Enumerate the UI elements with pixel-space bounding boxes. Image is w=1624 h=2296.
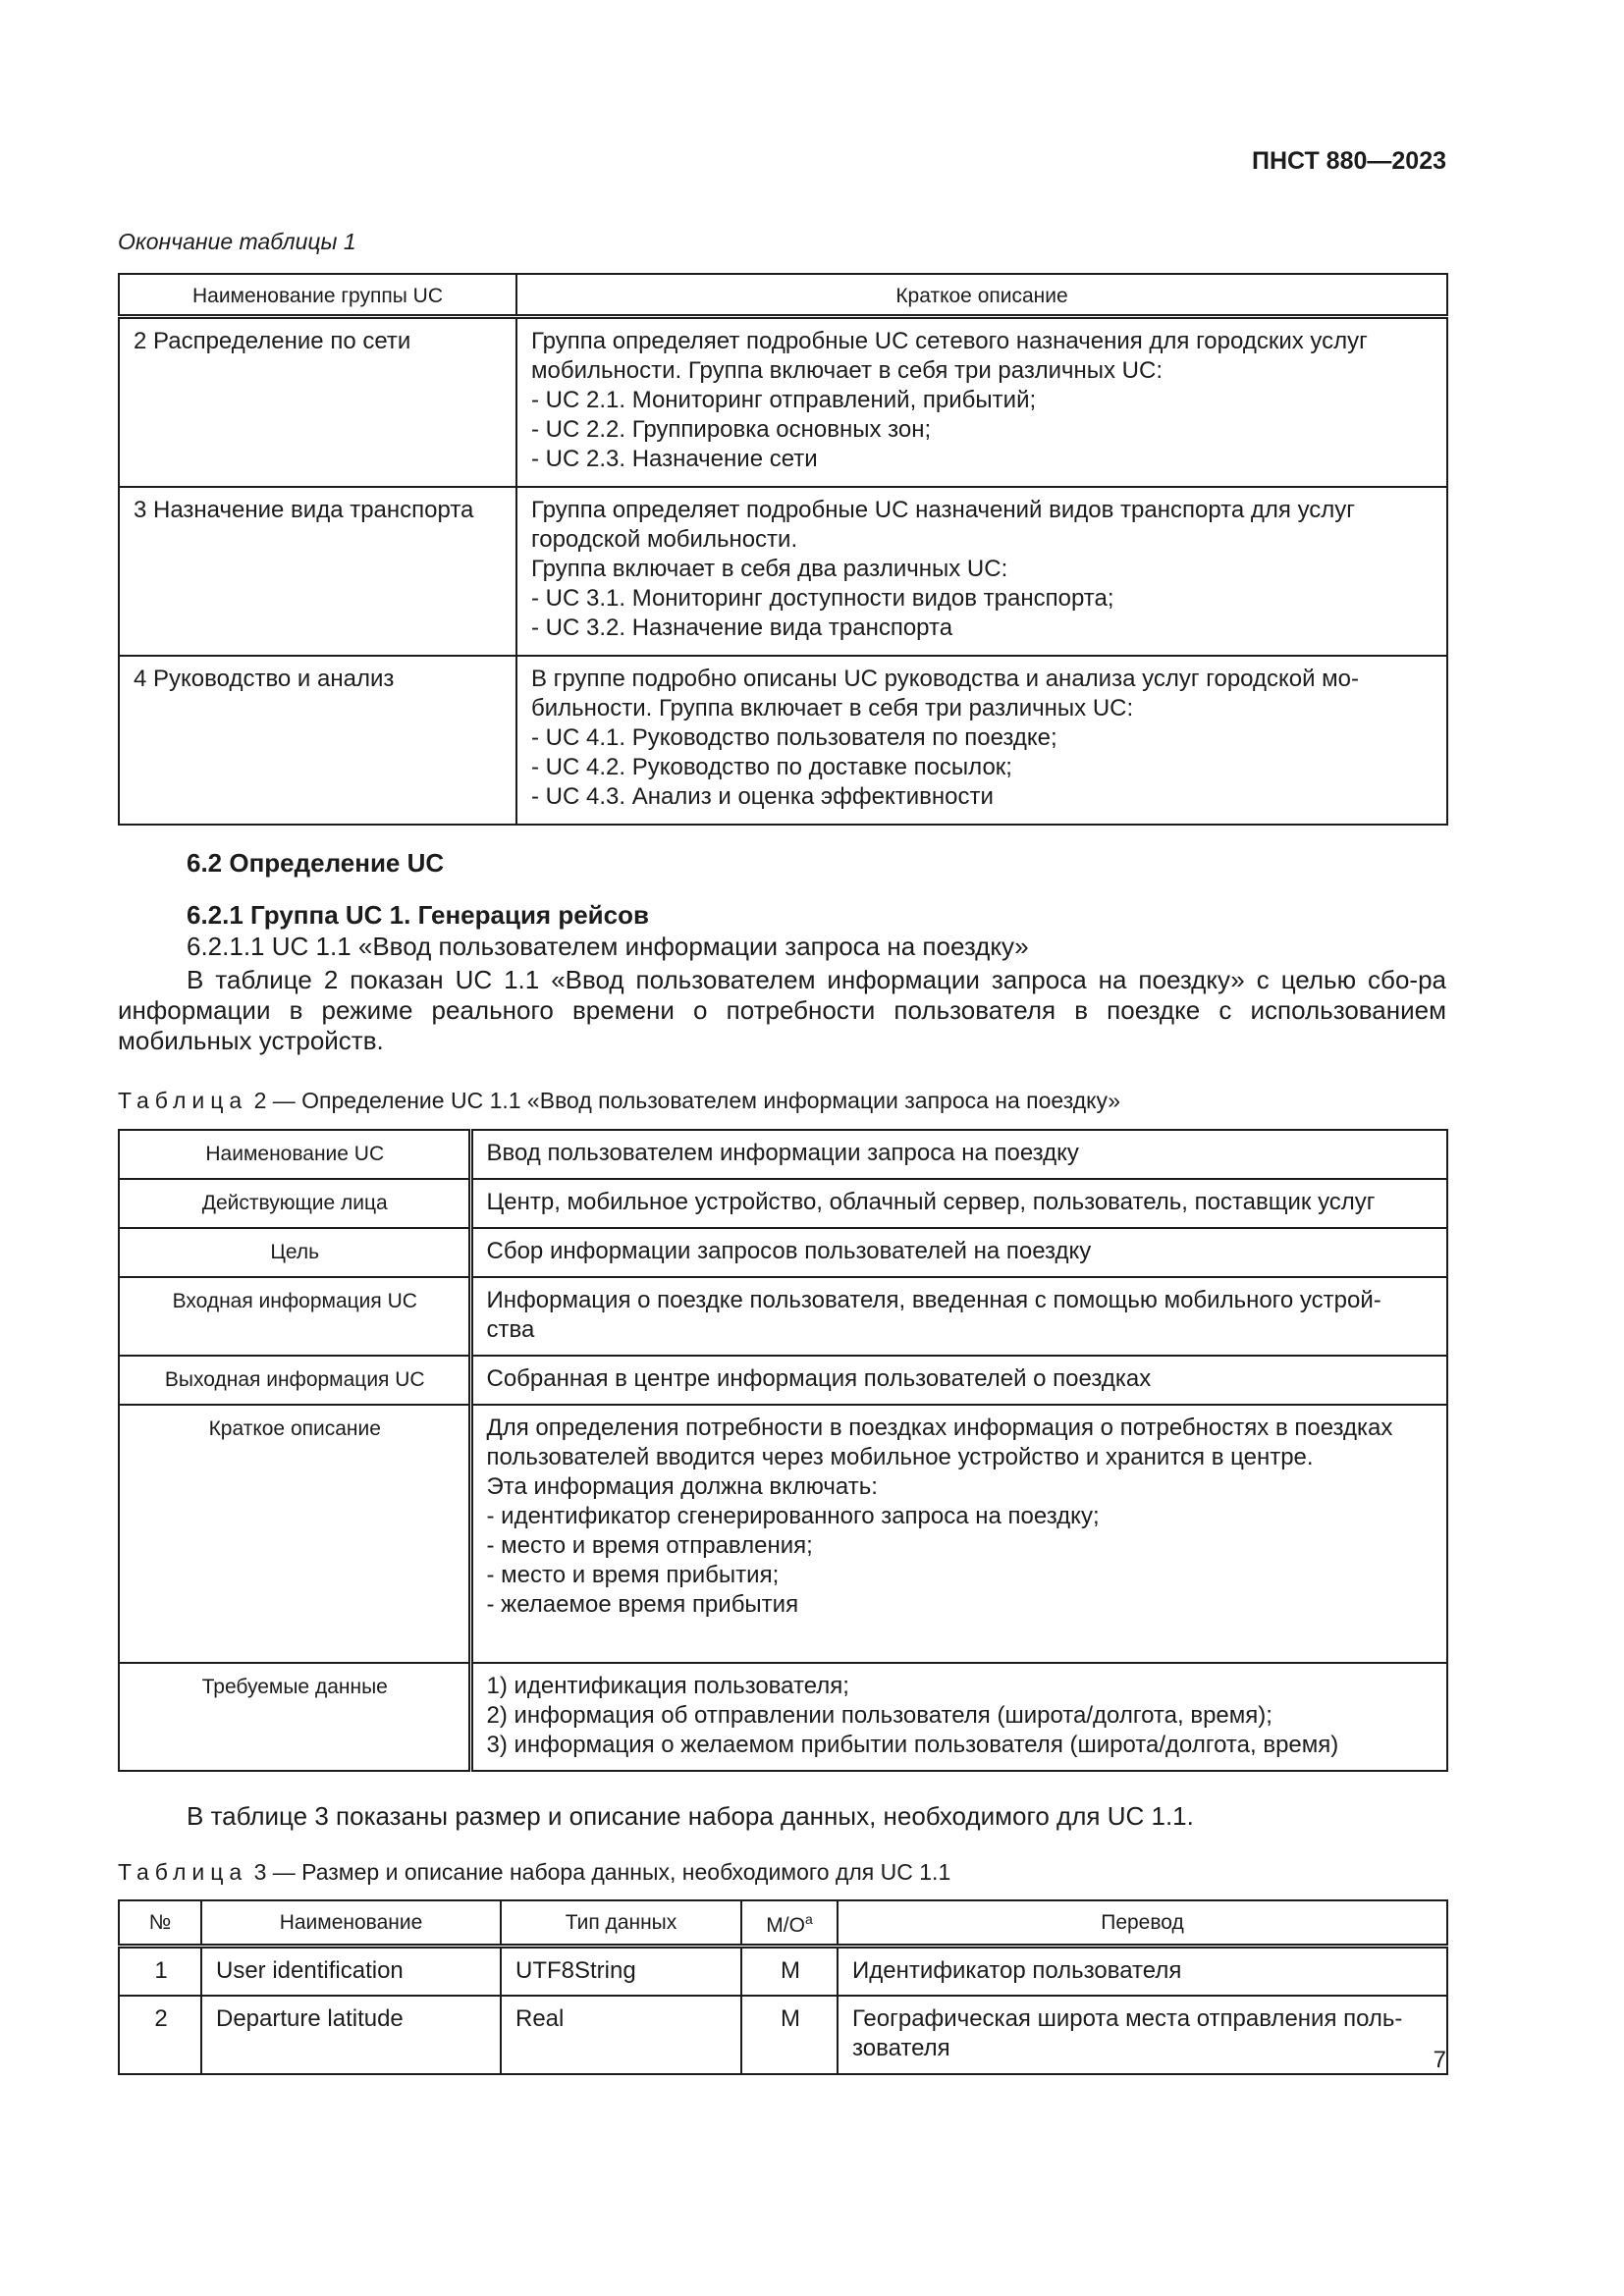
text-line: - UC 2.1. Мониторинг отправлений, прибытий; bbox=[531, 387, 1037, 413]
text-line: - UC 4.3. Анализ и оценка эффективности bbox=[531, 782, 994, 810]
caption-word: Таблица bbox=[118, 1859, 248, 1885]
row-value: Сбор информации запросов пользователей на поездку bbox=[470, 1228, 1447, 1277]
section-heading-6-2: 6.2 Определение UC bbox=[187, 848, 445, 878]
cell-name: User identification bbox=[201, 1947, 501, 1996]
text-line: Эта информация должна включать: bbox=[486, 1473, 878, 1500]
group-description-cell bbox=[516, 317, 1447, 487]
text-line: - UC 3.1. Мониторинг доступности видов транспорта; bbox=[531, 584, 1114, 612]
table-row bbox=[119, 1130, 1447, 1179]
table-row bbox=[119, 487, 1447, 656]
text-line: зователя bbox=[852, 2034, 950, 2061]
table-3 bbox=[118, 1899, 1448, 2075]
caption-text: 2 — Определение UC 1.1 «Ввод пользователем информации запроса на поездку» bbox=[253, 1088, 1121, 1113]
text-line: - место и время прибытия; bbox=[486, 1562, 780, 1588]
column-header-group-name: Наименование группы UC bbox=[119, 274, 516, 317]
table-row bbox=[119, 656, 1447, 825]
footnote-marker: a bbox=[804, 1911, 813, 1927]
row-value: Собранная в центре информация пользователей о поездках bbox=[470, 1356, 1447, 1405]
table-row bbox=[119, 1947, 1447, 1996]
paragraph: В таблице 2 показан UC 1.1 «Ввод пользователем информации запроса на поездку» с целью сбо-ра информации в режиме реального времени о потребности пользователя в поездке с использованием мобильных устройств. bbox=[118, 965, 1446, 1055]
text-line: мобильности. Группа включает в себя три различных UC: bbox=[531, 357, 1164, 384]
cell-type: Real bbox=[501, 1996, 741, 2074]
text-line: Группа определяет подробные UC назначений видов транспорта для услуг bbox=[531, 496, 1356, 523]
caption-word: Таблица bbox=[118, 1088, 248, 1113]
text-line: - место и время отправления; bbox=[486, 1532, 813, 1559]
column-header-translation: Перевод bbox=[838, 1900, 1447, 1947]
text-line: Информация о поездке пользователя, введенная с помощью мобильного устрой- bbox=[486, 1287, 1381, 1313]
cell-type: UTF8String bbox=[501, 1947, 741, 1996]
paragraph: В таблице 3 показаны размер и описание набора данных, необходимого для UC 1.1. bbox=[187, 1801, 1194, 1831]
table-row bbox=[119, 1356, 1447, 1405]
cell-translation: Идентификатор пользователя bbox=[838, 1947, 1447, 1996]
row-value bbox=[470, 1663, 1447, 1771]
group-name-cell: 2 Распределение по сети bbox=[119, 317, 516, 487]
cell-mo: M bbox=[741, 1947, 838, 1996]
row-value bbox=[470, 1277, 1447, 1356]
cell-number: 2 bbox=[119, 1996, 201, 2074]
group-name-cell: 3 Назначение вида транспорта bbox=[119, 487, 516, 656]
row-label: Краткое описание bbox=[119, 1405, 470, 1663]
table-row bbox=[119, 317, 1447, 487]
section-heading-6-2-1-1: 6.2.1.1 UC 1.1 «Ввод пользователем информации запроса на поездку» bbox=[187, 932, 1029, 961]
table-continuation-caption: Окончание таблицы 1 bbox=[118, 229, 356, 254]
text-line: - желаемое время прибытия bbox=[486, 1591, 799, 1618]
cell-translation bbox=[838, 1996, 1447, 2074]
table-row bbox=[119, 1405, 1447, 1663]
table-3-caption bbox=[118, 1859, 950, 1886]
table-2-caption bbox=[118, 1088, 1120, 1114]
column-header-name: Наименование bbox=[201, 1900, 501, 1947]
table-row bbox=[119, 1179, 1447, 1228]
row-label: Входная информация UC bbox=[119, 1277, 470, 1356]
group-name-cell: 4 Руководство и анализ bbox=[119, 656, 516, 825]
row-label: Наименование UC bbox=[119, 1130, 470, 1179]
text-line: Группа включает в себя два различных UC: bbox=[531, 555, 1008, 582]
row-value: Ввод пользователем информации запроса на поездку bbox=[470, 1130, 1447, 1179]
column-header-description: Краткое описание bbox=[516, 274, 1447, 317]
text-line: бильности. Группа включает в себя три различных UC: bbox=[531, 694, 1134, 721]
text-line: - идентификатор сгенерированного запроса на поездку; bbox=[486, 1503, 1100, 1529]
column-header-number: № bbox=[119, 1900, 201, 1947]
text-line: - UC 2.2. Группировка основных зон; bbox=[531, 416, 932, 443]
text-line: Географическая широта места отправления поль- bbox=[852, 2004, 1403, 2032]
row-label: Требуемые данные bbox=[119, 1663, 470, 1771]
table-row bbox=[119, 1996, 1447, 2074]
caption-text: 3 — Размер и описание набора данных, необходимого для UC 1.1 bbox=[253, 1859, 951, 1885]
row-value: Центр, мобильное устройство, облачный сервер, пользователь, поставщик услуг bbox=[470, 1179, 1447, 1228]
section-heading-6-2-1: 6.2.1 Группа UC 1. Генерация рейсов bbox=[187, 900, 649, 930]
text-line: В группе подробно описаны UC руководства и анализа услуг городской мо- bbox=[531, 665, 1360, 692]
column-header-mo bbox=[741, 1900, 838, 1947]
mo-label: M/O bbox=[766, 1914, 805, 1937]
text-line: 2) информация об отправлении пользователя (широта/долгота, время); bbox=[486, 1702, 1272, 1729]
row-label: Действующие лица bbox=[119, 1179, 470, 1228]
cell-number: 1 bbox=[119, 1947, 201, 1996]
column-header-data-type: Тип данных bbox=[501, 1900, 741, 1947]
text-line: 1) идентификация пользователя; bbox=[486, 1673, 849, 1699]
text-line: Для определения потребности в поездках информация о потребностях в поездках bbox=[486, 1415, 1393, 1441]
table-row bbox=[119, 1228, 1447, 1277]
text-line: - UC 2.3. Назначение сети bbox=[531, 446, 818, 472]
text-line: Группа определяет подробные UC сетевого назначения для городских услуг bbox=[531, 328, 1368, 354]
row-label: Выходная информация UC bbox=[119, 1356, 470, 1405]
text-line: - UC 4.2. Руководство по доставке посылок; bbox=[531, 753, 1012, 780]
group-description-cell bbox=[516, 487, 1447, 656]
text-line: - UC 4.1. Руководство пользователя по поездке; bbox=[531, 723, 1057, 751]
text-line: пользователей вводится через мобильное устройство и хранится в центре. bbox=[486, 1444, 1314, 1470]
table-row bbox=[119, 1277, 1447, 1356]
text-line: 3) информация о желаемом прибытии пользователя (широта/долгота, время) bbox=[486, 1732, 1339, 1758]
text-line: ства bbox=[486, 1316, 535, 1343]
table-1 bbox=[118, 273, 1448, 826]
cell-name: Departure latitude bbox=[201, 1996, 501, 2074]
row-label: Цель bbox=[119, 1228, 470, 1277]
group-description-cell bbox=[516, 656, 1447, 825]
cell-mo: M bbox=[741, 1996, 838, 2074]
document-id: ПНСТ 880—2023 bbox=[1252, 147, 1446, 175]
table-row bbox=[119, 1663, 1447, 1771]
table-2 bbox=[118, 1129, 1448, 1772]
text-line: городской мобильности. bbox=[531, 525, 798, 553]
page-number: 7 bbox=[1433, 2047, 1446, 2073]
text-line: - UC 3.2. Назначение вида транспорта bbox=[531, 614, 953, 641]
row-value bbox=[470, 1405, 1447, 1663]
